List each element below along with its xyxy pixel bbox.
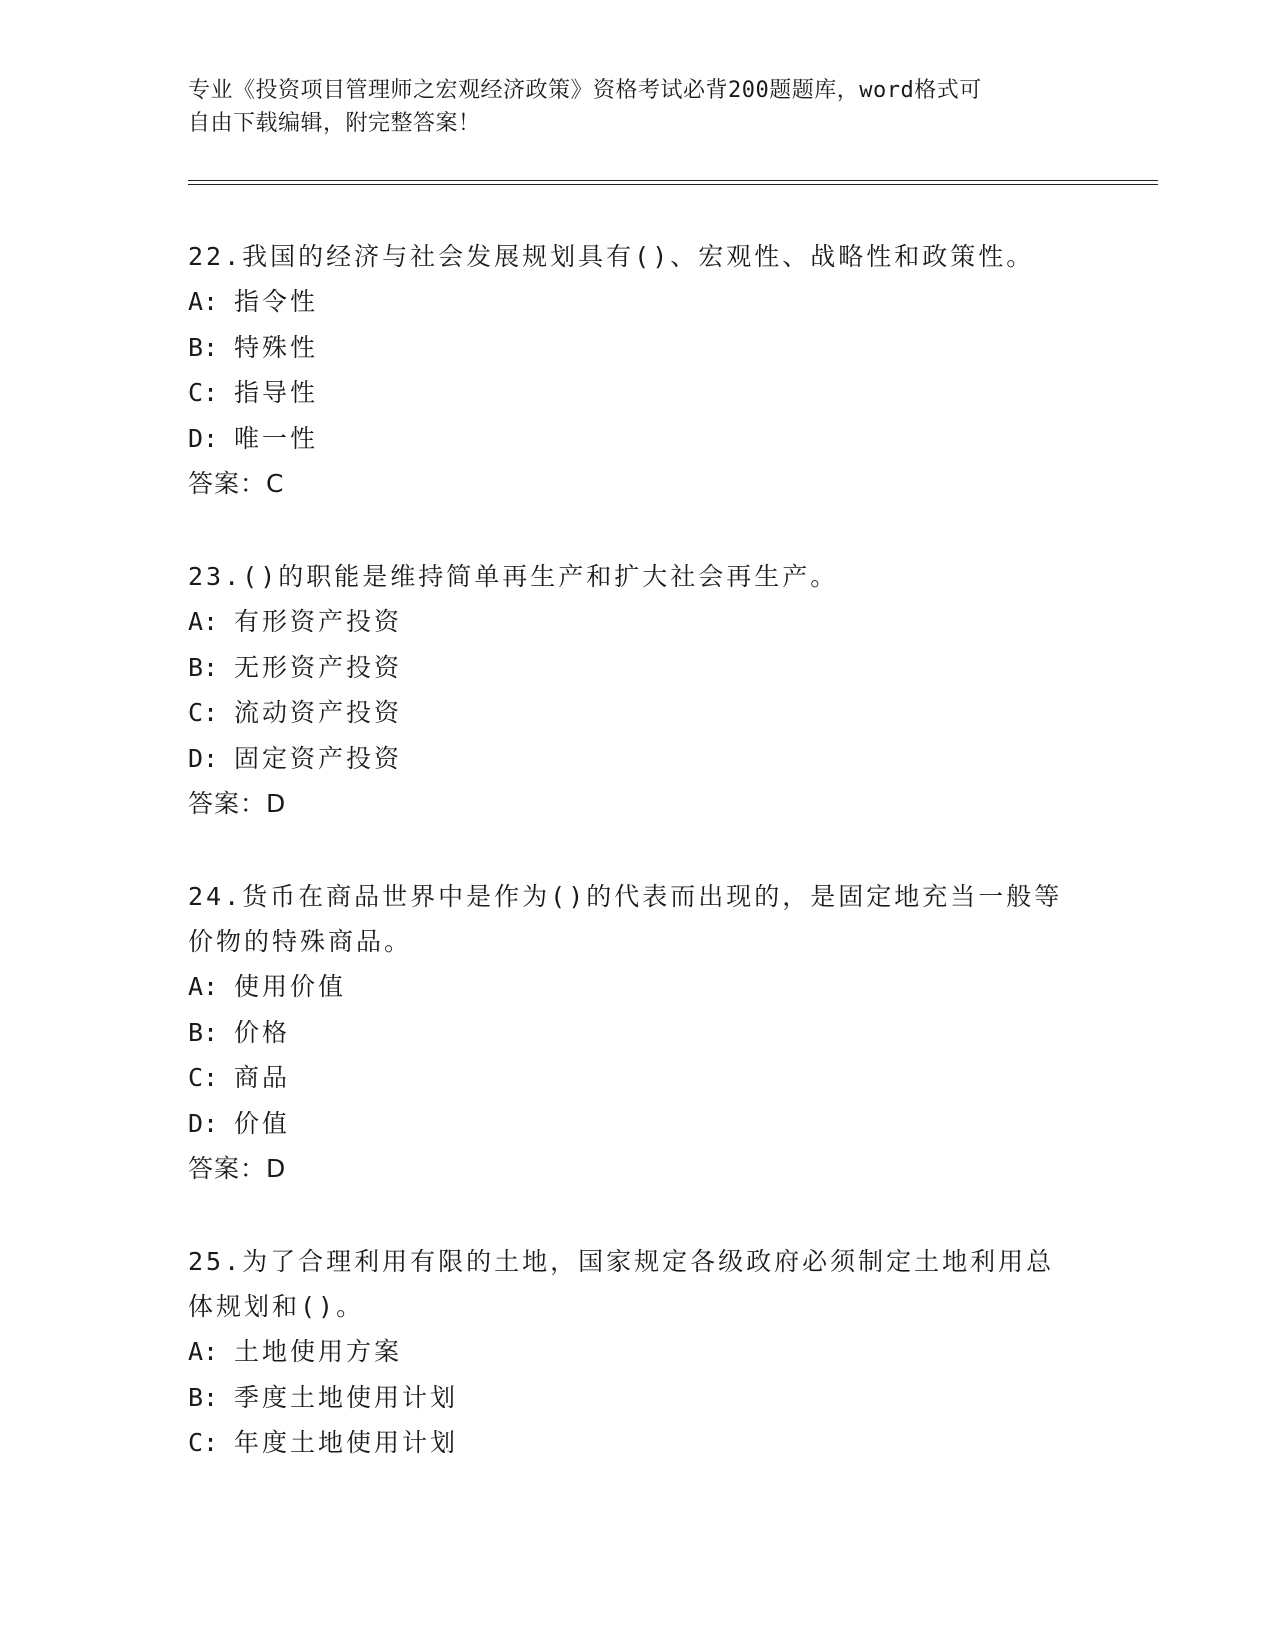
option-b bbox=[188, 325, 1088, 371]
option-text: 固定资产投资 bbox=[234, 743, 403, 773]
answer-line: 答案：D bbox=[188, 1154, 287, 1183]
option-letter: A: bbox=[188, 287, 219, 316]
question-22 bbox=[188, 234, 1088, 507]
option-a bbox=[188, 279, 1088, 325]
option-letter: A: bbox=[188, 972, 219, 1001]
header-divider-top bbox=[188, 180, 1158, 181]
option-letter: A: bbox=[188, 1337, 219, 1366]
option-text: 无形资产投资 bbox=[234, 652, 403, 682]
option-letter: C: bbox=[188, 698, 219, 727]
option-c bbox=[188, 1420, 1088, 1466]
question-stem-continued: 体规划和()。 bbox=[188, 1292, 365, 1321]
option-text: 特殊性 bbox=[234, 332, 319, 362]
option-text: 季度土地使用计划 bbox=[234, 1382, 459, 1412]
question-stem: 24.货币在商品世界中是作为()的代表而出现的，是固定地充当一般等 bbox=[188, 882, 1063, 911]
header-line-1: 专业《投资项目管理师之宏观经济政策》资格考试必背200题题库，word格式可 bbox=[188, 78, 982, 103]
option-text: 年度土地使用计划 bbox=[234, 1428, 459, 1457]
option-b bbox=[188, 1375, 1088, 1421]
option-c bbox=[188, 370, 1088, 416]
question-stem-continued: 价物的特殊商品。 bbox=[188, 927, 413, 956]
option-text: 指导性 bbox=[234, 378, 319, 407]
option-text: 唯一性 bbox=[234, 423, 319, 453]
header-divider-bottom bbox=[188, 184, 1158, 185]
option-letter: B: bbox=[188, 332, 219, 362]
question-stem: 25.为了合理利用有限的土地，国家规定各级政府必须制定土地利用总 bbox=[188, 1247, 1055, 1276]
option-text: 商品 bbox=[234, 1063, 291, 1092]
option-a bbox=[188, 964, 1088, 1010]
option-text: 土地使用方案 bbox=[234, 1337, 403, 1366]
option-letter: C: bbox=[188, 378, 219, 407]
option-text: 流动资产投资 bbox=[234, 698, 403, 727]
option-a bbox=[188, 1329, 1088, 1375]
option-letter: B: bbox=[188, 1382, 219, 1412]
option-b bbox=[188, 645, 1088, 691]
header-line-2: 自由下载编辑，附完整答案！ bbox=[188, 111, 481, 136]
question-25 bbox=[188, 1239, 1088, 1466]
option-letter: C: bbox=[188, 1063, 219, 1092]
option-c bbox=[188, 690, 1088, 736]
option-letter: D: bbox=[188, 743, 219, 773]
option-text: 使用价值 bbox=[234, 972, 347, 1001]
option-d bbox=[188, 736, 1088, 782]
option-text: 有形资产投资 bbox=[234, 607, 403, 636]
option-c bbox=[188, 1055, 1088, 1101]
question-23 bbox=[188, 554, 1088, 827]
question-stem: 22.我国的经济与社会发展规划具有()、宏观性、战略性和政策性。 bbox=[188, 242, 1035, 271]
answer-line: 答案：D bbox=[188, 789, 287, 818]
option-letter: C: bbox=[188, 1428, 219, 1457]
option-d bbox=[188, 416, 1088, 462]
answer-line: 答案：C bbox=[188, 469, 285, 498]
option-letter: D: bbox=[188, 1108, 219, 1138]
option-text: 指令性 bbox=[234, 287, 319, 316]
question-24 bbox=[188, 874, 1088, 1192]
question-stem: 23.()的职能是维持简单再生产和扩大社会再生产。 bbox=[188, 562, 839, 591]
option-letter: B: bbox=[188, 652, 219, 682]
option-text: 价格 bbox=[234, 1017, 291, 1047]
document-page bbox=[188, 0, 1158, 1650]
option-letter: D: bbox=[188, 423, 219, 453]
option-letter: B: bbox=[188, 1017, 219, 1047]
option-b bbox=[188, 1010, 1088, 1056]
document-header bbox=[188, 74, 1058, 140]
option-d bbox=[188, 1101, 1088, 1147]
option-letter: A: bbox=[188, 607, 219, 636]
option-a bbox=[188, 599, 1088, 645]
option-text: 价值 bbox=[234, 1108, 291, 1138]
